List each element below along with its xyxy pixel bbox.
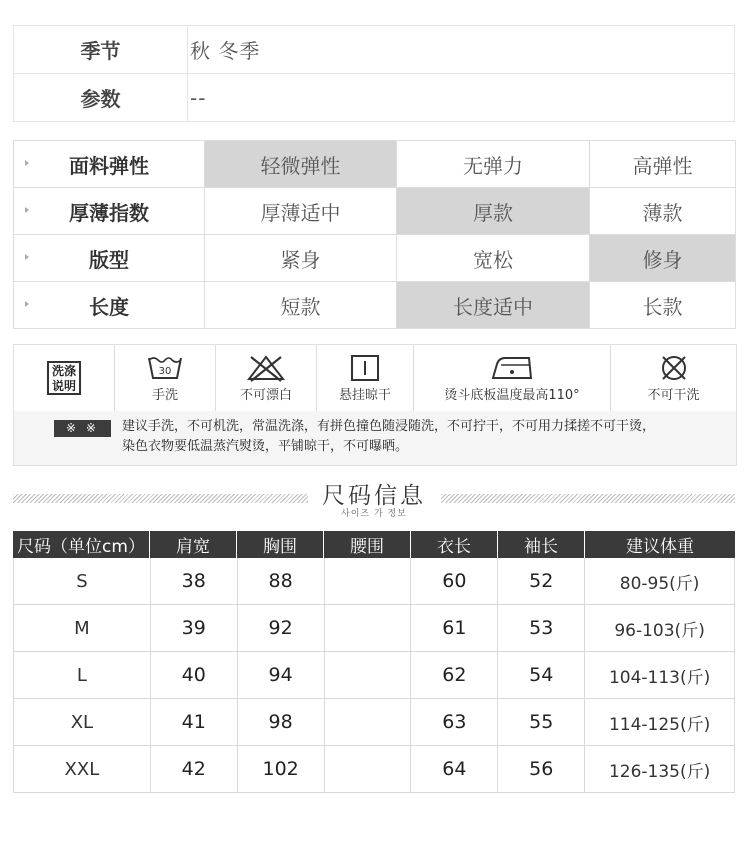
attribute-option-selected: 长度适中 xyxy=(397,282,590,328)
table-cell xyxy=(325,746,412,792)
size-info-subtitle: 사이즈 가 정보 xyxy=(341,509,407,519)
table-cell: 54 xyxy=(498,652,585,698)
attribute-option-selected: 修身 xyxy=(590,235,736,281)
table-cell xyxy=(325,605,412,651)
wash-title-line2: 说明 xyxy=(51,379,76,393)
table-cell: 96-103(斤) xyxy=(585,605,735,651)
care-label: 悬挂晾干 xyxy=(338,387,391,403)
table-cell: 92 xyxy=(238,605,325,651)
care-label: 烫斗底板温度最高110° xyxy=(444,387,580,403)
table-row xyxy=(13,746,735,793)
info-value: 秋 冬季 xyxy=(190,39,261,63)
table-cell: 88 xyxy=(238,558,325,604)
size-table-header-cell: 肩宽 xyxy=(150,531,237,558)
care-icon-row xyxy=(14,345,736,411)
size-table-header-cell: 袖长 xyxy=(498,531,585,558)
table-cell: 80-95(斤) xyxy=(585,558,735,604)
size-table-header-cell: 腰围 xyxy=(324,531,411,558)
attribute-option: 长款 xyxy=(590,282,736,328)
info-key: 季节 xyxy=(14,26,188,73)
info-value: -- xyxy=(190,85,207,110)
no-bleach-icon xyxy=(246,354,286,382)
wash-temp: 30 xyxy=(158,365,172,377)
note-mark: ※ ※ xyxy=(54,420,111,437)
table-cell: S xyxy=(14,558,151,604)
table-cell: 126-135(斤) xyxy=(585,746,735,792)
attribute-row xyxy=(14,188,736,235)
attribute-option: 短款 xyxy=(205,282,397,328)
table-row xyxy=(13,699,735,746)
attribute-row xyxy=(14,141,736,188)
table-cell: L xyxy=(14,652,151,698)
care-note xyxy=(14,411,736,465)
table-cell: 52 xyxy=(498,558,585,604)
table-cell: 60 xyxy=(411,558,498,604)
info-key: 参数 xyxy=(14,74,188,121)
attribute-option-selected: 厚款 xyxy=(397,188,590,234)
table-cell: 39 xyxy=(151,605,238,651)
attribute-key-label: 面料弹性 xyxy=(69,153,149,178)
attribute-option: 高弹性 xyxy=(590,141,736,187)
attribute-key-label: 长度 xyxy=(89,294,129,319)
attribute-key xyxy=(14,188,205,234)
table-cell: 42 xyxy=(151,746,238,792)
size-info-title: 尺码信息 xyxy=(322,483,426,509)
table-cell: 64 xyxy=(411,746,498,792)
bullet-triangle-icon xyxy=(25,160,29,166)
attribute-key xyxy=(14,141,205,187)
handwash-icon xyxy=(147,354,183,382)
attribute-key xyxy=(14,282,205,328)
table-row xyxy=(13,652,735,699)
size-table-header-cell: 建议体重 xyxy=(626,537,694,557)
bullet-triangle-icon xyxy=(25,207,29,213)
hang-dry-icon xyxy=(350,354,380,382)
care-label: 不可漂白 xyxy=(239,387,292,403)
table-cell: 53 xyxy=(498,605,585,651)
iron-icon xyxy=(489,354,535,382)
table-cell xyxy=(325,699,412,745)
size-table xyxy=(13,531,735,793)
table-cell xyxy=(325,652,412,698)
care-hang-dry xyxy=(317,345,414,411)
attribute-key-label: 厚薄指数 xyxy=(69,200,149,225)
note-text xyxy=(122,417,732,457)
wash-title-badge xyxy=(47,361,81,395)
table-row xyxy=(13,558,735,605)
attribute-key xyxy=(14,235,205,281)
info-row-season xyxy=(13,26,735,74)
no-dryclean-icon xyxy=(659,354,689,382)
size-info-heading xyxy=(13,474,735,524)
care-no-bleach xyxy=(216,345,317,411)
table-cell: 62 xyxy=(411,652,498,698)
table-cell: 98 xyxy=(238,699,325,745)
bullet-triangle-icon xyxy=(25,301,29,307)
table-cell: 41 xyxy=(151,699,238,745)
attribute-option: 宽松 xyxy=(397,235,590,281)
bullet-triangle-icon xyxy=(25,254,29,260)
table-cell: XL xyxy=(14,699,151,745)
wash-title-line1: 洗涤 xyxy=(51,364,76,378)
table-cell: 40 xyxy=(151,652,238,698)
table-row xyxy=(13,605,735,652)
table-cell: 94 xyxy=(238,652,325,698)
attribute-row xyxy=(14,282,736,329)
care-instructions xyxy=(13,344,737,466)
table-cell: 55 xyxy=(498,699,585,745)
attribute-grid xyxy=(13,140,736,329)
attribute-option: 厚薄适中 xyxy=(205,188,397,234)
size-table-header-cell: 胸围 xyxy=(237,531,324,558)
size-table-header-cell: 尺码（单位cm） xyxy=(13,531,150,558)
table-cell: 38 xyxy=(151,558,238,604)
table-cell: 102 xyxy=(238,746,325,792)
info-row-params xyxy=(13,74,735,122)
size-table-header-cell: 衣长 xyxy=(411,531,498,558)
attribute-option: 无弹力 xyxy=(397,141,590,187)
table-cell: 61 xyxy=(411,605,498,651)
care-label: 不可干洗 xyxy=(647,387,700,403)
table-cell: XXL xyxy=(14,746,151,792)
care-handwash xyxy=(115,345,216,411)
attribute-key-label: 版型 xyxy=(89,247,129,272)
info-table xyxy=(13,25,735,122)
table-cell: 63 xyxy=(411,699,498,745)
wash-title-cell xyxy=(14,345,115,411)
care-iron xyxy=(414,345,611,411)
table-cell: 56 xyxy=(498,746,585,792)
attribute-option: 紧身 xyxy=(205,235,397,281)
care-label: 手洗 xyxy=(151,387,178,403)
size-table-header xyxy=(13,531,735,558)
table-cell: 114-125(斤) xyxy=(585,699,735,745)
note-line-1: 建议手洗，不可机洗，常温洗涤，有拼色撞色随浸随洗，不可拧干，不可用力揉搓不可干烫， xyxy=(122,419,656,434)
care-no-dryclean xyxy=(611,345,736,411)
attribute-row xyxy=(14,235,736,282)
attribute-option: 薄款 xyxy=(590,188,736,234)
table-cell xyxy=(325,558,412,604)
table-cell: 104-113(斤) xyxy=(585,652,735,698)
attribute-option-selected: 轻微弹性 xyxy=(205,141,397,187)
table-cell: M xyxy=(14,605,151,651)
note-line-2: 染色衣物要低温蒸汽熨烫，平铺晾干，不可曝晒。 xyxy=(122,439,409,454)
